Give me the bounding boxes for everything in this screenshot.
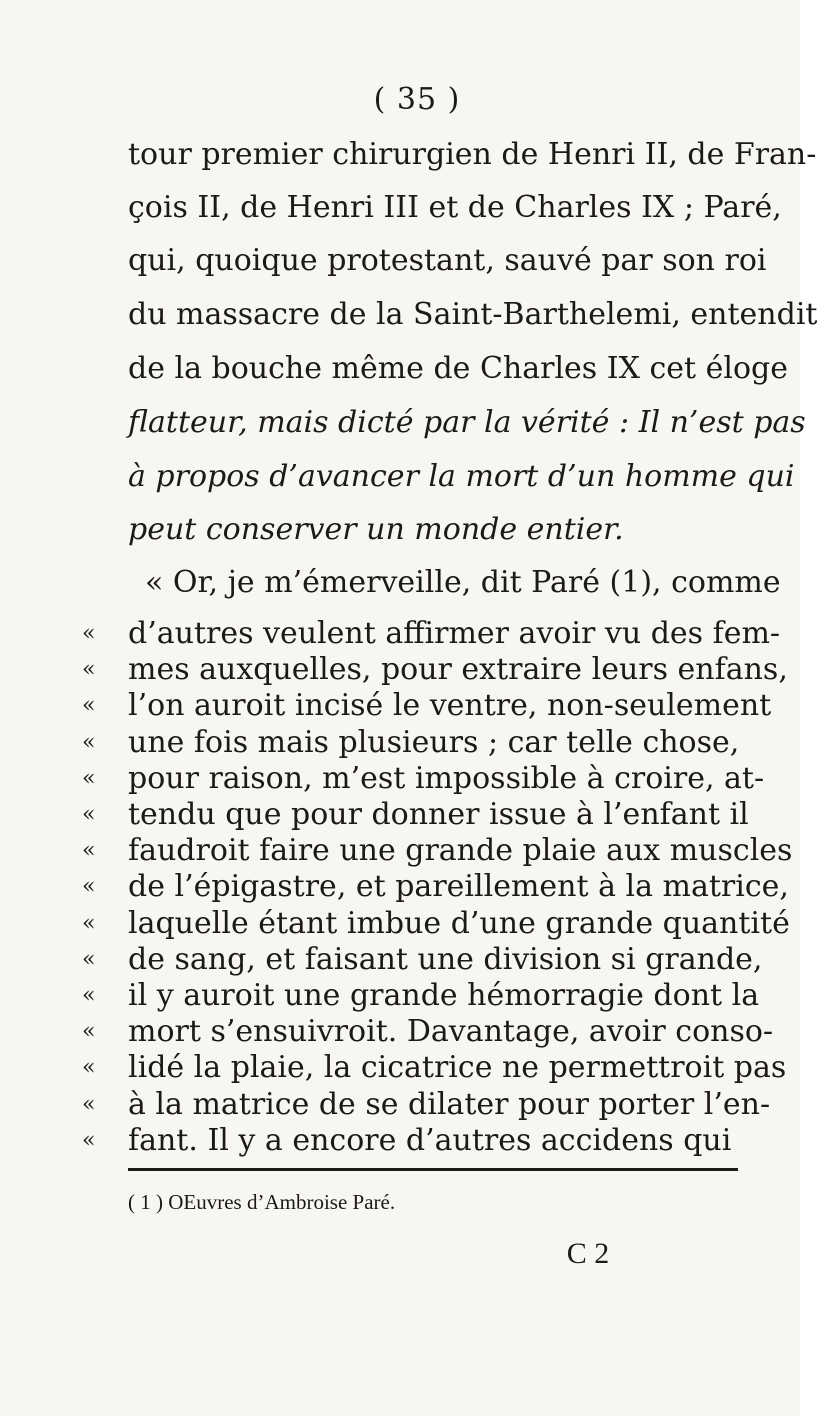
text-line-10: d’autres veulent affirmer avoir vu des fem-	[128, 616, 781, 651]
text-line-7: à propos d’avancer la mort d’un homme qui	[128, 459, 795, 494]
text-line-2: çois II, de Henri III et de Charles IX ; Paré,	[128, 190, 782, 225]
text-line-6: flatteur, mais dicté par la vérité : Il n’est pas	[128, 405, 806, 440]
signature-mark: C 2	[566, 1237, 610, 1270]
text-line-16: faudroit faire une grande plaie aux muscles	[128, 833, 793, 868]
text-line-17: de l’épigastre, et pareillement à la matrice,	[128, 869, 789, 904]
quote-mark-24: «	[82, 1128, 96, 1153]
text-line-12: l’on auroit incisé le ventre, non-seulement	[128, 688, 772, 723]
text-line-22: lidé la plaie, la cicatrice ne permettroit pas	[128, 1050, 787, 1085]
text-line-1: tour premier chirurgien de Henri II, de Fran-	[128, 137, 817, 172]
text-line-15: tendu que pour donner issue à l’enfant il	[128, 797, 749, 832]
footnote: ( 1 ) OEuvres d’Ambroise Paré.	[128, 1190, 396, 1214]
text-line-4: du massacre de la Saint-Barthelemi, entendit	[128, 297, 818, 332]
quote-mark-21: «	[82, 1019, 96, 1044]
quote-mark-15: «	[82, 802, 96, 827]
quote-mark-13: «	[82, 730, 96, 755]
text-line-19: de sang, et faisant une division si grande,	[128, 942, 763, 977]
quote-mark-17: «	[82, 874, 96, 899]
text-line-18: laquelle étant imbue d’une grande quantité	[128, 906, 790, 941]
text-line-23: à la matrice de se dilater pour porter l’en-	[128, 1087, 771, 1122]
text-line-20: il y auroit une grande hémorragie dont la	[128, 978, 760, 1013]
text-line-3: qui, quoique protestant, sauvé par son roi	[128, 243, 767, 278]
text-line-11: mes auxquelles, pour extraire leurs enfans,	[128, 652, 788, 687]
quote-mark-18: «	[82, 911, 96, 936]
page-number: ( 35 )	[373, 82, 461, 117]
quote-mark-22: «	[82, 1055, 96, 1080]
text-line-14: pour raison, m’est impossible à croire, at-	[128, 761, 765, 796]
text-line-24: fant. Il y a encore d’autres accidens qui	[128, 1123, 732, 1158]
quote-mark-14: «	[82, 766, 96, 791]
quote-mark-10: «	[82, 621, 96, 646]
text-line-8: peut conserver un monde entier.	[128, 512, 624, 547]
quote-mark-23: «	[82, 1092, 96, 1117]
quote-mark-12: «	[82, 693, 96, 718]
text-line-9: « Or, je m’émerveille, dit Paré (1), comme	[145, 565, 781, 600]
quote-mark-19: «	[82, 947, 96, 972]
text-line-5: de la bouche même de Charles IX cet éloge	[128, 351, 788, 386]
quote-mark-11: «	[82, 657, 96, 682]
text-line-21: mort s’ensuivroit. Davantage, avoir conso-	[128, 1014, 774, 1049]
quote-mark-20: «	[82, 983, 96, 1008]
quote-mark-16: «	[82, 838, 96, 863]
footnote-rule	[128, 1168, 738, 1171]
text-line-13: une fois mais plusieurs ; car telle chose,	[128, 725, 740, 760]
